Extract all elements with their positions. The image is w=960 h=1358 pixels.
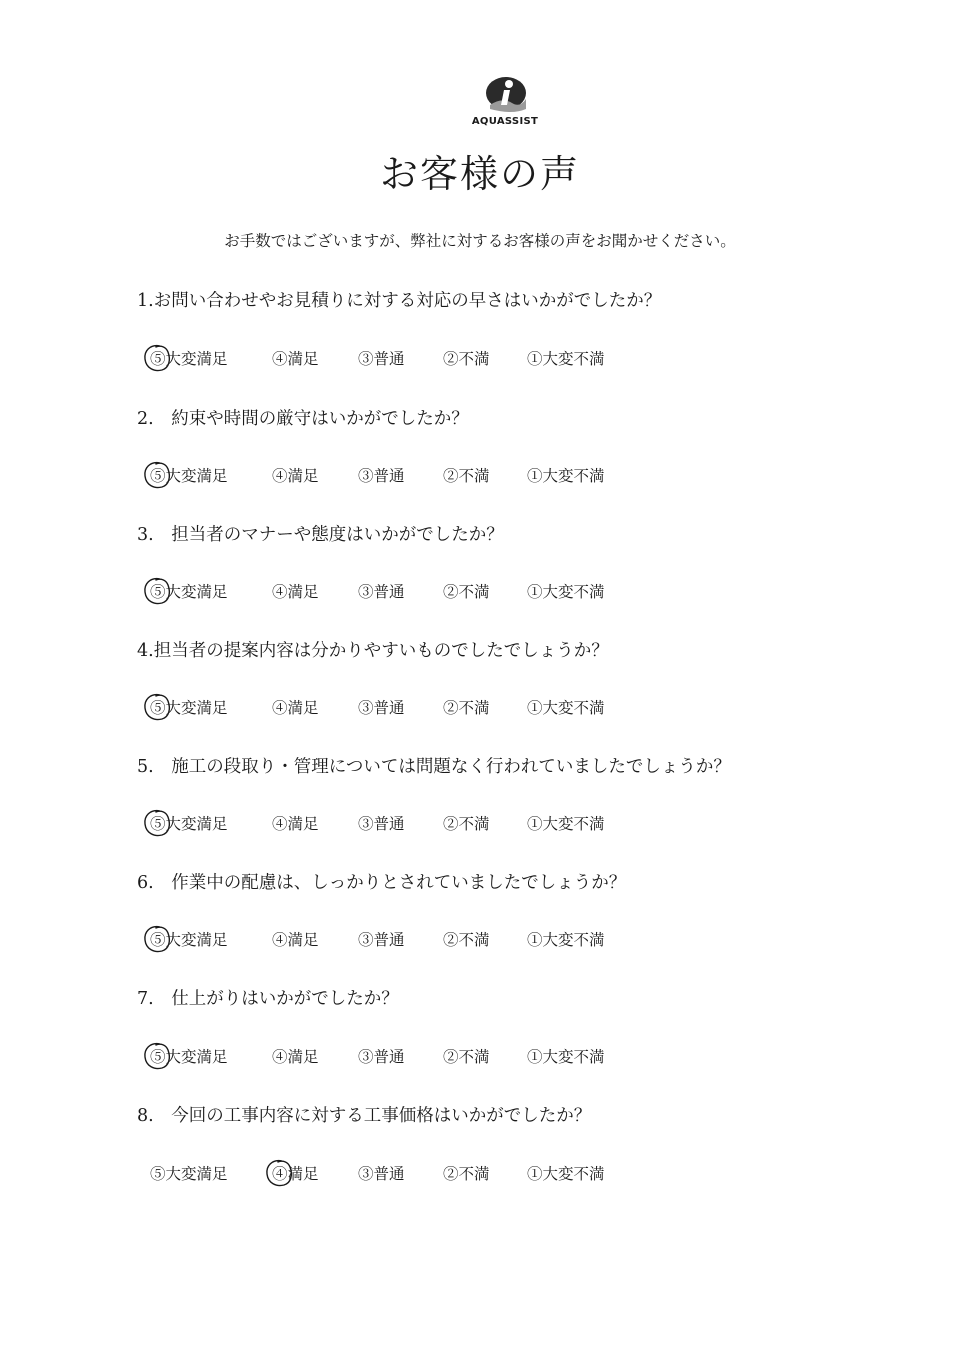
option-dissatisfied[interactable]: ②不満 bbox=[443, 350, 490, 368]
option-dissatisfied[interactable]: ②不満 bbox=[443, 931, 490, 949]
option-very-dissatisfied[interactable]: ①大変不満 bbox=[527, 1048, 605, 1066]
question-text: 5. 施工の段取り・管理については問題なく行われていましたでしょうか？ bbox=[137, 757, 731, 777]
option-very-satisfied[interactable]: ⑤大変満足 bbox=[150, 583, 228, 601]
question-text: 7. 仕上がりはいかがでしたか？ bbox=[137, 989, 399, 1009]
company-logo bbox=[455, 75, 555, 137]
option-neutral[interactable]: ③普通 bbox=[358, 815, 405, 833]
option-dissatisfied[interactable]: ②不満 bbox=[443, 815, 490, 833]
option-very-satisfied[interactable]: ⑤大変満足 bbox=[150, 815, 228, 833]
option-satisfied[interactable]: ④満足 bbox=[272, 1048, 319, 1066]
option-satisfied[interactable]: ④満足 bbox=[272, 583, 319, 601]
question-text: 3. 担当者のマナーや態度はいかがでしたか？ bbox=[137, 525, 504, 545]
option-very-satisfied[interactable]: ⑤大変満足 bbox=[150, 931, 228, 949]
option-neutral[interactable]: ③普通 bbox=[358, 1048, 405, 1066]
option-very-dissatisfied[interactable]: ①大変不満 bbox=[527, 467, 605, 485]
option-satisfied[interactable]: ④満足 bbox=[272, 467, 319, 485]
option-dissatisfied[interactable]: ②不満 bbox=[443, 699, 490, 717]
option-dissatisfied[interactable]: ②不満 bbox=[443, 467, 490, 485]
option-very-satisfied[interactable]: ⑤大変満足 bbox=[150, 699, 228, 717]
option-very-dissatisfied[interactable]: ①大変不満 bbox=[527, 583, 605, 601]
option-satisfied[interactable]: ④満足 bbox=[272, 699, 319, 717]
option-very-dissatisfied[interactable]: ①大変不満 bbox=[527, 1165, 605, 1183]
option-satisfied[interactable]: ④満足 bbox=[272, 931, 319, 949]
option-satisfied[interactable]: ④満足 bbox=[272, 350, 319, 368]
option-satisfied[interactable]: ④満足 bbox=[272, 815, 319, 833]
option-very-satisfied[interactable]: ⑤大変満足 bbox=[150, 467, 228, 485]
option-very-satisfied[interactable]: ⑤大変満足 bbox=[150, 1048, 228, 1066]
option-neutral[interactable]: ③普通 bbox=[358, 1165, 405, 1183]
option-very-dissatisfied[interactable]: ①大変不満 bbox=[527, 931, 605, 949]
question-text: 1.お問い合わせやお見積りに対する対応の早さはいかがでしたか？ bbox=[137, 291, 662, 311]
option-neutral[interactable]: ③普通 bbox=[358, 350, 405, 368]
option-neutral[interactable]: ③普通 bbox=[358, 467, 405, 485]
option-satisfied[interactable]: ④満足 bbox=[272, 1165, 319, 1183]
question-text: 2. 約束や時間の厳守はいかがでしたか？ bbox=[137, 409, 469, 429]
option-dissatisfied[interactable]: ②不満 bbox=[443, 1048, 490, 1066]
option-dissatisfied[interactable]: ②不満 bbox=[443, 1165, 490, 1183]
intro-text: お手数ではございますが、弊社に対するお客様の声をお聞かせください。 bbox=[224, 232, 736, 250]
option-dissatisfied[interactable]: ②不満 bbox=[443, 583, 490, 601]
option-very-satisfied[interactable]: ⑤大変満足 bbox=[150, 350, 228, 368]
aquassist-logo-icon bbox=[482, 75, 528, 115]
option-very-satisfied[interactable]: ⑤大変満足 bbox=[150, 1165, 228, 1183]
option-neutral[interactable]: ③普通 bbox=[358, 931, 405, 949]
option-neutral[interactable]: ③普通 bbox=[358, 699, 405, 717]
option-very-dissatisfied[interactable]: ①大変不満 bbox=[527, 350, 605, 368]
option-neutral[interactable]: ③普通 bbox=[358, 583, 405, 601]
question-text: 6. 作業中の配慮は、しっかりとされていましたでしょうか？ bbox=[137, 873, 627, 893]
question-text: 8. 今回の工事内容に対する工事価格はいかがでしたか？ bbox=[137, 1106, 592, 1126]
question-text: 4.担当者の提案内容は分かりやすいものでしたでしょうか？ bbox=[137, 641, 609, 661]
option-very-dissatisfied[interactable]: ①大変不満 bbox=[527, 699, 605, 717]
page-title: お客様の声 bbox=[379, 152, 580, 196]
option-very-dissatisfied[interactable]: ①大変不満 bbox=[527, 815, 605, 833]
logo-text: AQUASSIST bbox=[471, 116, 539, 127]
